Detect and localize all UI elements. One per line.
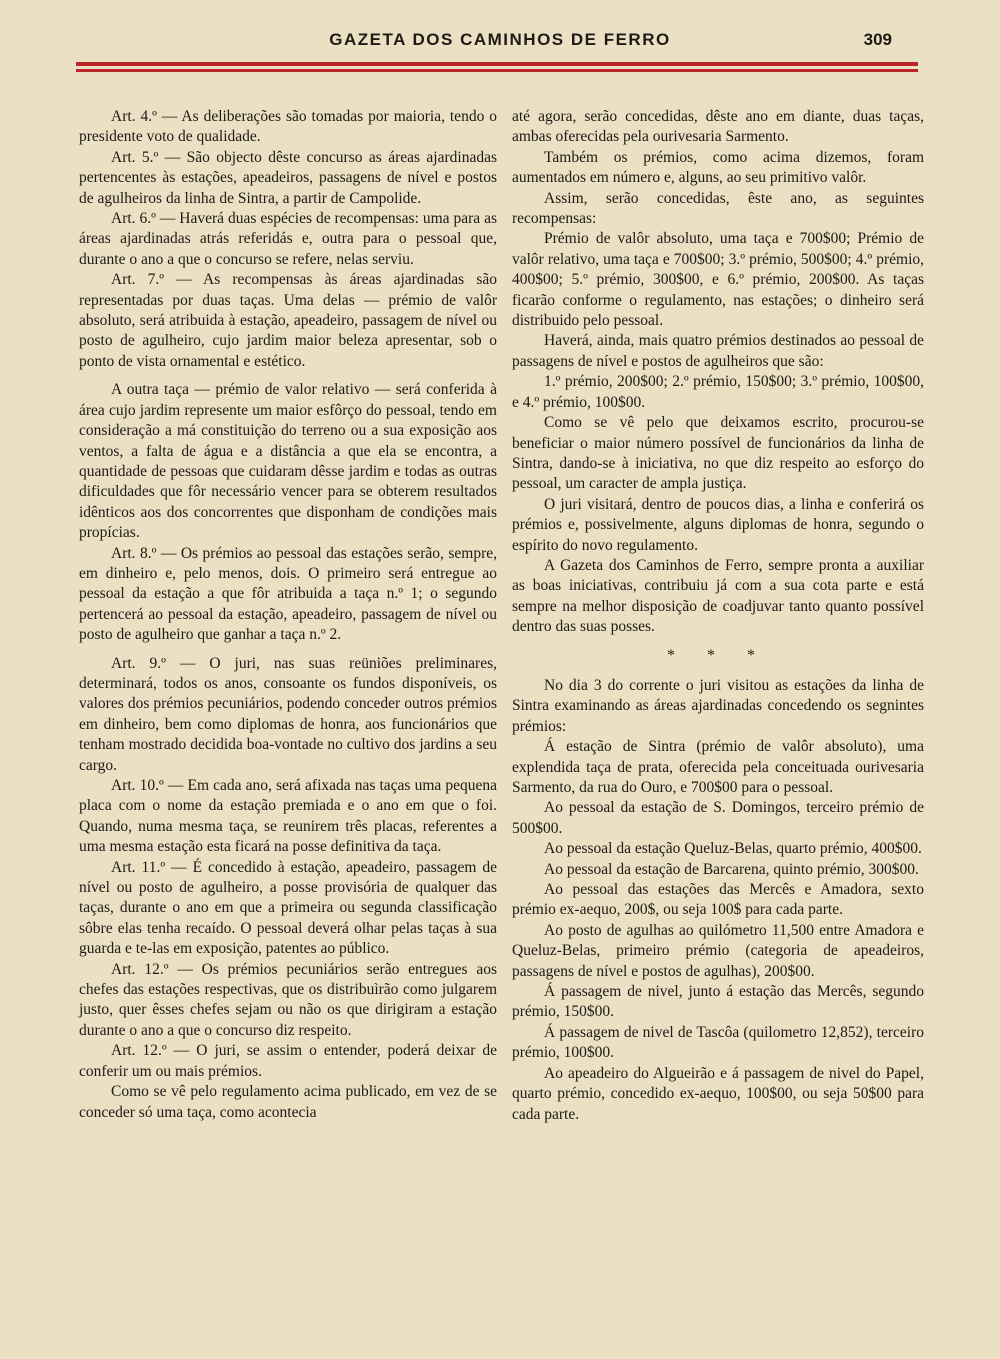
article-11: Art. 11.º — É concedido à estação, apeadeiro, passagem de nível ou posto de agulheiro, a posse provisória de qualquer das taças, durante o ano em que a primeira ou segunda classificação sôbre elas tenha recaído. O pessoal deverá olhar pelas taças à sua guarda e te-las em exposição, patentes ao público. (79, 858, 497, 958)
paragraph-rewards-intro: Assim, serão concedidas, êste ano, as seguintes recompensas: (512, 189, 924, 228)
award-barcarena: Ao pessoal da estação de Barcarena, quinto prémio, 300$00. (544, 860, 919, 878)
paragraph-jury-visit: O juri visitará, dentro de poucos dias, a linha e conferirá os prémios e, possivelmente, alguns diplomas de honra, segundo o espírito do novo regulamento. (512, 495, 924, 554)
paragraph-benefit: Como se vê pelo que deixamos escrito, procurou-se beneficiar o maior número possível de funcionários da linha de Sintra, dando-se à iniciativa, no que diz respeito ao esforço do pessoal, um caracter de ampla justiça. (512, 414, 924, 493)
article-9: Art. 9.º — O juri, nas suas reüniões preliminares, determinará, todos os anos, consoante os fundos disponíveis, os valores dos prémios pecuniários, podendo conceder outros prémios em dinheiro, bem como diplomas de honra, aos funcionários que tenham mostrado decidida boa-vontade no cultivo dos jardins a seu cargo. (79, 654, 497, 774)
article-10: Art. 10.º — Em cada ano, será afixada nas taças uma pequena placa com o nome da estação premiada e o ano em que o foi. Quando, numa mesma taça, se reunirem três placas, referentes a uma mesma estação esta ficará na posse definitiva da taça. (79, 777, 497, 856)
article-5: Art. 5.º — São objecto dêste concurso as áreas ajardinadas pertencentes às estações, apeadeiros, passagens de nível e postos de agulheiros da linha de Sintra, a partir de Campolide. (79, 148, 497, 207)
paragraph-prizes-increased: Também os prémios, como acima dizemos, foram aumentados em número e, alguns, ao seu primitivo valôr. (512, 148, 924, 187)
paragraph-gazeta: A Gazeta dos Caminhos de Ferro, sempre pronta a auxiliar as boas iniciativas, contribuiu já com a sua cota parte e está sempre na melhor disposição de coadjuvar tanto quanto possível dentro das suas posses. (512, 556, 924, 636)
paragraph-extra-prizes-list: 1.º prémio, 200$00; 2.º prémio, 150$00; 3.º prémio, 100$00, e 4.º prémio, 100$00. (512, 373, 924, 411)
header-rule (76, 62, 918, 66)
award-passagem-tascoa: Á passagem de nivel de Tascôa (quilometro 12,852), terceiro prémio, 100$00. (512, 1023, 924, 1062)
journal-title: GAZETA DOS CAMINHOS DE FERRO (329, 30, 671, 49)
award-s-domingos: Ao pessoal da estação de S. Domingos, terceiro prémio de 500$00. (512, 799, 924, 837)
award-passagem-merces: Á passagem de nivel, junto á estação das Mercês, segundo prémio, 150$00. (512, 983, 924, 1021)
left-column (79, 107, 497, 1123)
paragraph-relative-prize: A outra taça — prémio de valor relativo — será conferida à área cujo jardim represente um maior esfôrço do pessoal, tendo em consideração a má constituição do terreno ou a sua exposição aos ventos, a falta de água e a distância a que ela se encontra, a quantidade de pessoas que cuidaram dêsse jardim e todas as outras dificuldades que fôr necessário vencer para se obterem resultados idênticos aos dos concorrentes que disponham de condições mais propícias. (79, 381, 497, 542)
paragraph-rewards-list: Prémio de valôr absoluto, uma taça e 700$00; Prémio de valôr relativo, uma taça e 700$00; 3.º prémio, 500$00; 4.º prémio, 400$00; 5.º prémio, 300$00, e 6.º prémio, 200$00. As taças ficarão conforme o regulamento, nas estações; o dinheiro será distribuido pelo pessoal. (512, 230, 924, 330)
article-12: Art. 12.º — Os prémios pecuniários serão entregues aos chefes das estações respectivas, que os distribuìrão como julgarem justo, quer êsses chefes sejam ou não os que dirigiram a estação durante o ano a que o concurso diz respeito. (79, 960, 497, 1039)
article-8: Art. 8.º — Os prémios ao pessoal das estações serão, sempre, em dinheiro e, pelo menos, dois. O primeiro será entregue ao pessoal da estação a que fôr atribuida a taça n.º 1; o segundo pertencerá ao pessoal da estação, apeadeiro, passagem de nível ou posto de agulheiro que ganhar a taça n.º 2. (79, 544, 497, 644)
paragraph-extra-prizes: Haverá, ainda, mais quatro prémios destinados ao pessoal de passagens de nível e postos de agulheiros que são: (512, 332, 924, 370)
article-7: Art. 7.º — As recompensas às áreas ajardinadas são representadas por duas taças. Uma delas — prémio de valôr absoluto, será atribuida à estação, apeadeiro, passagem de nível ou posto de agulheiro, cujo jardim maior beleza apresentar, sob o ponto de vista ornamental e estético. (79, 271, 497, 370)
paragraph-jury-report: No dia 3 do corrente o juri visitou as estações da linha de Sintra examinando as áreas ajardinadas concedendo os segnintes prémios: (512, 676, 924, 735)
award-algueirao-papel: Ao apeadeiro do Algueirão e á passagem de nivel do Papel, quarto prémio, concedido ex-aequo, 100$00, ou seja 50$00 para cada parte. (512, 1064, 924, 1123)
award-posto-agulhas: Ao posto de agulhas ao quilómetro 11,500 entre Amadora e Queluz-Belas, primeiro prémio (categoria de apeadeiros, passagens de nível e postos de agulhas), 200$00. (512, 921, 924, 980)
right-column (512, 107, 924, 1125)
award-sintra: Á estação de Sintra (prémio de valôr absoluto), uma explendida taça de prata, oferecida pela conceituada ourivesaria Sarmento, da rua do Ouro, e 700$00 para o pessoal. (512, 738, 924, 796)
award-queluz-belas: Ao pessoal da estação Queluz-Belas, quarto prémio, 400$00. (544, 840, 922, 858)
page-number: 309 (863, 30, 892, 49)
paragraph-continuation: até agora, serão concedidas, dêste ano em diante, duas taças, ambas oferecidas pela ourivesaria Sarmento. (512, 108, 924, 146)
paragraph-commentary: Como se vê pelo regulamento acima publicado, em vez de se conceder só uma taça, como acontecia (79, 1083, 497, 1121)
article-4: Art. 4.º — As deliberações são tomadas por maioria, tendo o presidente voto de qualidade. (79, 108, 497, 146)
article-12-bis: Art. 12.º — O juri, se assim o entender, poderá deixar de conferir um ou mais prémios. (79, 1042, 497, 1080)
header-rule-thin (76, 69, 918, 72)
section-separator: * * * (667, 646, 769, 664)
award-merces-amadora: Ao pessoal das estações das Mercês e Amadora, sexto prémio ex-aequo, 200$, ou seja 100$ para cada parte. (512, 881, 924, 919)
article-6: Art. 6.º — Haverá duas espécies de recompensas: uma para as áreas ajardinadas atrás referidás e, outra para o pessoal que, durante o ano a que o concurso se refere, nelas serviu. (79, 210, 497, 268)
